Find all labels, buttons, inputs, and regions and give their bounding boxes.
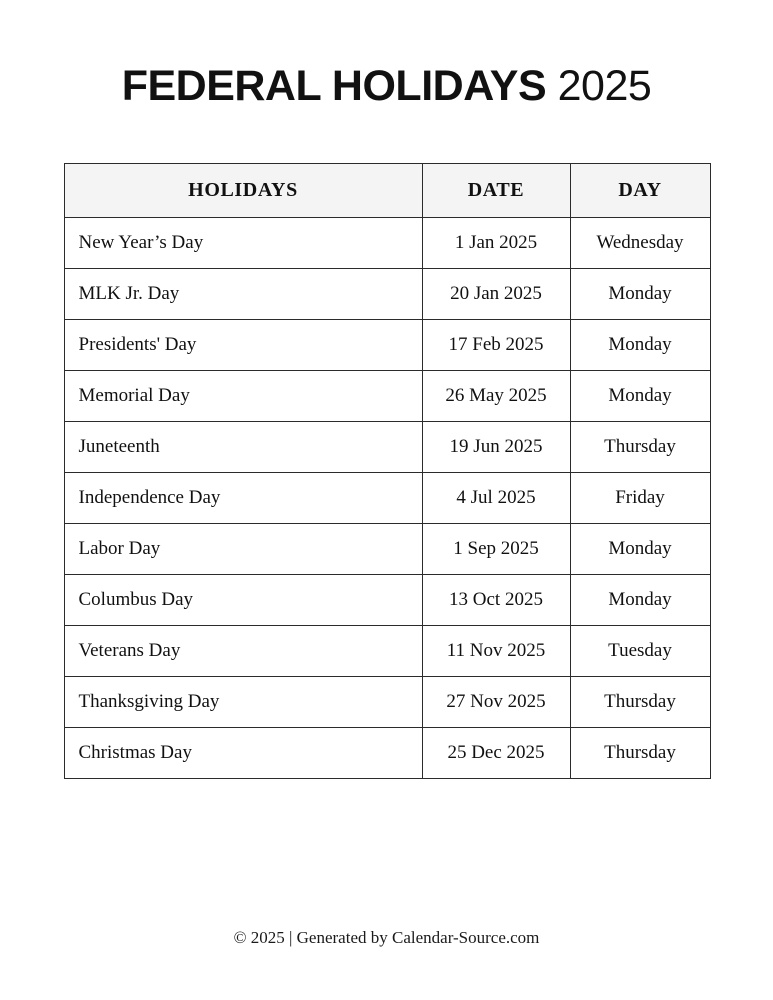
holiday-date: 4 Jul 2025 [422,473,570,524]
holiday-day: Thursday [570,728,710,779]
holiday-date: 1 Jan 2025 [422,218,570,269]
table-row [64,575,710,626]
holiday-day: Monday [570,269,710,320]
table-row [64,320,710,371]
holiday-date: 20 Jan 2025 [422,269,570,320]
holiday-day: Monday [570,320,710,371]
column-header-holidays: HOLIDAYS [64,164,422,218]
holiday-name: Columbus Day [64,575,422,626]
holidays-table-container [64,163,710,779]
table-row [64,218,710,269]
table-row [64,728,710,779]
holiday-name: Christmas Day [64,728,422,779]
table-row [64,524,710,575]
holiday-name: MLK Jr. Day [64,269,422,320]
holiday-day: Thursday [570,422,710,473]
page-title-main: FEDERAL HOLIDAYS [121,62,547,110]
holiday-day: Monday [570,575,710,626]
holiday-name: Labor Day [64,524,422,575]
footer-credit: © 2025 | Generated by Calendar-Source.com [233,928,540,947]
holiday-day: Monday [570,524,710,575]
holiday-date: 13 Oct 2025 [422,575,570,626]
table-row [64,677,710,728]
holiday-name: Veterans Day [64,626,422,677]
holiday-date: 25 Dec 2025 [422,728,570,779]
table-row [64,269,710,320]
holiday-name: Memorial Day [64,371,422,422]
holiday-name: Presidents' Day [64,320,422,371]
holiday-name: Thanksgiving Day [64,677,422,728]
table-row [64,473,710,524]
column-header-day: DAY [570,164,710,218]
page-title [0,0,773,111]
holiday-name: Independence Day [64,473,422,524]
holiday-day: Thursday [570,677,710,728]
holiday-name: New Year’s Day [64,218,422,269]
holiday-day: Monday [570,371,710,422]
column-header-date: DATE [422,164,570,218]
table-body [64,218,710,779]
table-row [64,422,710,473]
holiday-date: 17 Feb 2025 [422,320,570,371]
table-head [64,164,710,218]
table-header-row [64,164,710,218]
holiday-date: 26 May 2025 [422,371,570,422]
holiday-date: 19 Jun 2025 [422,422,570,473]
table-row [64,626,710,677]
holidays-table [64,163,711,779]
holiday-day: Friday [570,473,710,524]
holiday-date: 27 Nov 2025 [422,677,570,728]
table-row [64,371,710,422]
holiday-day: Tuesday [570,626,710,677]
holiday-name: Juneteenth [64,422,422,473]
page-title-year: 2025 [557,62,652,110]
holiday-day: Wednesday [570,218,710,269]
holiday-date: 11 Nov 2025 [422,626,570,677]
holiday-date: 1 Sep 2025 [422,524,570,575]
